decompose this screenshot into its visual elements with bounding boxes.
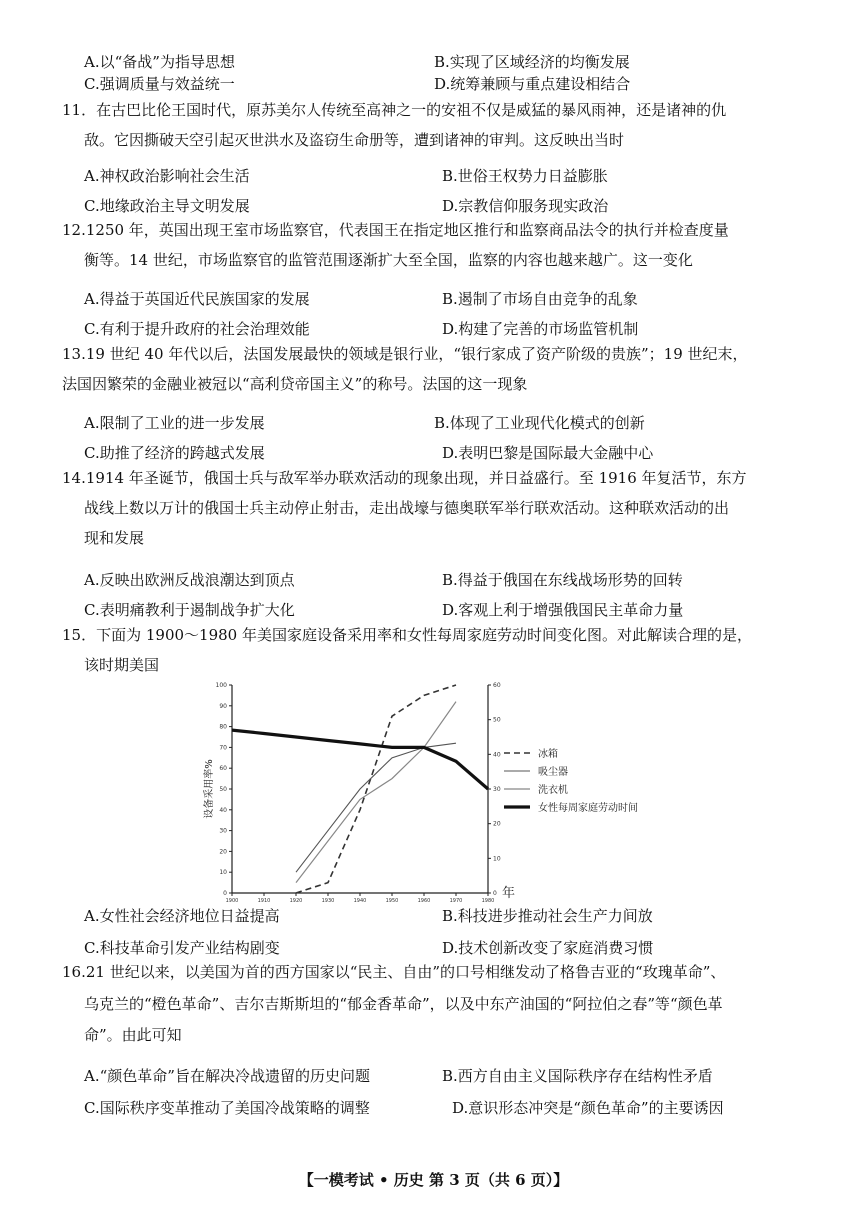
- q16-option-a: A.“颜色革命”旨在解决冷战遗留的历史问题: [84, 1067, 370, 1085]
- q10-option-b: B.实现了区域经济的均衡发展: [434, 53, 630, 71]
- q11-option-c: C.地缘政治主导文明发展: [84, 197, 250, 215]
- x-tick-label: 1970: [449, 898, 463, 904]
- q16-stem-line-1: 16.21 世纪以来，以美国为首的西方国家以“民主、自由”的口号相继发动了格鲁吉亚的“玫瑰革命”、: [62, 963, 726, 981]
- y-left-tick-label: 10: [219, 869, 227, 877]
- q10-option-c: C.强调质量与效益统一: [84, 75, 235, 93]
- q15-option-b: B.科技进步推动社会生产力间放: [442, 907, 653, 925]
- q14-option-a: A.反映出欧洲反战浪潮达到顶点: [84, 571, 295, 589]
- y-left-tick-label: 70: [219, 744, 227, 752]
- q11-option-a: A.神权政治影响社会生活: [84, 167, 250, 185]
- q13-stem-line-2: 法国因繁荣的金融业被冠以“高利贷帝国主义”的称号。法国的这一现象: [62, 375, 528, 393]
- q13-option-a: A.限制了工业的进一步发展: [84, 414, 265, 432]
- q15-stem-line-2: 该时期美国: [84, 656, 160, 674]
- x-tick-label: 1900: [225, 898, 239, 904]
- x-tick-label: 1930: [321, 898, 335, 904]
- legend-label-3: 女性每周家庭劳动时间: [538, 803, 638, 814]
- x-tick-label: 1920: [289, 898, 303, 904]
- legend-label-0: 冰箱: [538, 749, 558, 760]
- q15-option-c: C.科技革命引发产业结构剧变: [84, 939, 280, 957]
- q16-stem-line-3: 命”。由此可知: [84, 1026, 182, 1044]
- q11-option-d: D.宗教信仰服务现实政治: [442, 197, 609, 215]
- y-axis-label: 设备采用率%: [204, 759, 215, 819]
- y-left-tick-label: 60: [219, 765, 227, 773]
- q16-stem-line-2: 乌克兰的“橙色革命”、吉尔吉斯斯坦的“郁金香革命”，以及中东产油国的“阿拉伯之春”等“颜色革: [84, 995, 723, 1013]
- q14-stem-line-3: 现和发展: [84, 529, 145, 547]
- legend-label-1: 吸尘器: [538, 767, 568, 778]
- q10-option-a: A.以“备战”为指导思想: [84, 53, 235, 71]
- y-left-tick-label: 40: [219, 806, 227, 814]
- y-right-tick-label: 50: [493, 716, 501, 724]
- y-left-tick-label: 30: [219, 827, 227, 835]
- y-right-tick-label: 0: [493, 890, 497, 897]
- appliance-labor-chart: [0, 675, 867, 905]
- x-axis-label: 年: [502, 886, 516, 901]
- q10-option-d: D.统筹兼顾与重点建设相结合: [434, 75, 631, 93]
- q16-option-b: B.西方自由主义国际秩序存在结构性矛盾: [442, 1067, 713, 1085]
- page-footer: 【一模考试 • 历史 第 3 页（共 6 页）】: [298, 1171, 569, 1189]
- q15-stem-line-1: 15．下面为 1900～1980 年美国家庭设备采用率和女性每周家庭劳动时间变化图。对此解读合理的是，: [62, 626, 752, 644]
- x-tick-label: 1910: [257, 898, 271, 904]
- q13-option-b: B.体现了工业现代化模式的创新: [434, 414, 645, 432]
- q11-option-b: B.世俗王权势力日益膨胀: [442, 167, 608, 185]
- series-line-3: [232, 730, 488, 789]
- y-left-tick-label: 0: [223, 890, 227, 897]
- q12-option-a: A.得益于英国近代民族国家的发展: [84, 290, 310, 308]
- q16-option-c: C.国际秩序变革推动了美国冷战策略的调整: [84, 1099, 370, 1117]
- y-right-tick-label: 60: [493, 682, 501, 689]
- series-line-2: [296, 702, 456, 883]
- y-left-tick-label: 90: [219, 702, 227, 710]
- q13-stem-line-1: 13.19 世纪 40 年代以后，法国发展最快的领域是银行业，“银行家成了资产阶级的贵族”；19 世纪末，: [62, 345, 748, 363]
- q14-option-b: B.得益于俄国在东线战场形势的回转: [442, 571, 683, 589]
- q14-stem-line-1: 14.1914 年圣诞节，俄国士兵与敌军举办联欢活动的现象出现，并日益盛行。至 1916 年复活节，东方: [62, 469, 747, 487]
- q12-option-d: D.构建了完善的市场监管机制: [442, 320, 639, 338]
- y-right-tick-label: 10: [493, 855, 501, 863]
- y-left-tick-label: 50: [219, 786, 227, 793]
- q11-stem-line-1: 11．在古巴比伦王国时代，原苏美尔人传统至高神之一的安祖不仅是威猛的暴风雨神，还是诸神的仇: [62, 101, 727, 119]
- x-tick-label: 1940: [353, 898, 367, 904]
- y-right-tick-label: 30: [493, 786, 501, 793]
- legend-label-2: 洗衣机: [538, 785, 568, 796]
- x-tick-label: 1950: [385, 898, 399, 904]
- x-tick-label: 1960: [417, 898, 431, 904]
- q14-option-d: D.客观上利于增强俄国民主革命力量: [442, 601, 684, 619]
- y-right-tick-label: 20: [493, 820, 501, 828]
- q11-stem-line-2: 敌。它因撕破天空引起灭世洪水及盗窃生命册等，遭到诸神的审判。这反映出当时: [84, 131, 625, 149]
- q12-stem-line-1: 12.1250 年，英国出现王室市场监察官，代表国王在指定地区推行和监察商品法令的执行并检查度量: [62, 221, 729, 239]
- q12-option-b: B.遏制了市场自由竞争的乱象: [442, 290, 638, 308]
- q14-option-c: C.表明痛教利于遏制战争扩大化: [84, 601, 295, 619]
- y-right-tick-label: 40: [493, 751, 501, 759]
- y-left-tick-label: 20: [219, 848, 227, 856]
- q14-stem-line-2: 战线上数以万计的俄国士兵主动停止射击，走出战壕与德奥联军举行联欢活动。这种联欢活动的出: [84, 499, 730, 517]
- q15-option-d: D.技术创新改变了家庭消费习惯: [442, 939, 654, 957]
- q13-option-d: D.表明巴黎是国际最大金融中心: [442, 444, 654, 462]
- q16-option-d: D.意识形态冲突是“颜色革命”的主要诱因: [452, 1099, 724, 1117]
- y-left-tick-label: 80: [219, 723, 227, 731]
- q12-stem-line-2: 衡等。14 世纪，市场监察官的监管范围逐渐扩大至全国，监察的内容也越来越广。这一变化: [84, 251, 693, 269]
- q15-option-a: A.女性社会经济地位日益提高: [84, 907, 280, 925]
- y-left-tick-label: 100: [215, 682, 227, 689]
- q12-option-c: C.有利于提升政府的社会治理效能: [84, 320, 310, 338]
- x-tick-label: 1980: [481, 898, 495, 904]
- q13-option-c: C.助推了经济的跨越式发展: [84, 444, 265, 462]
